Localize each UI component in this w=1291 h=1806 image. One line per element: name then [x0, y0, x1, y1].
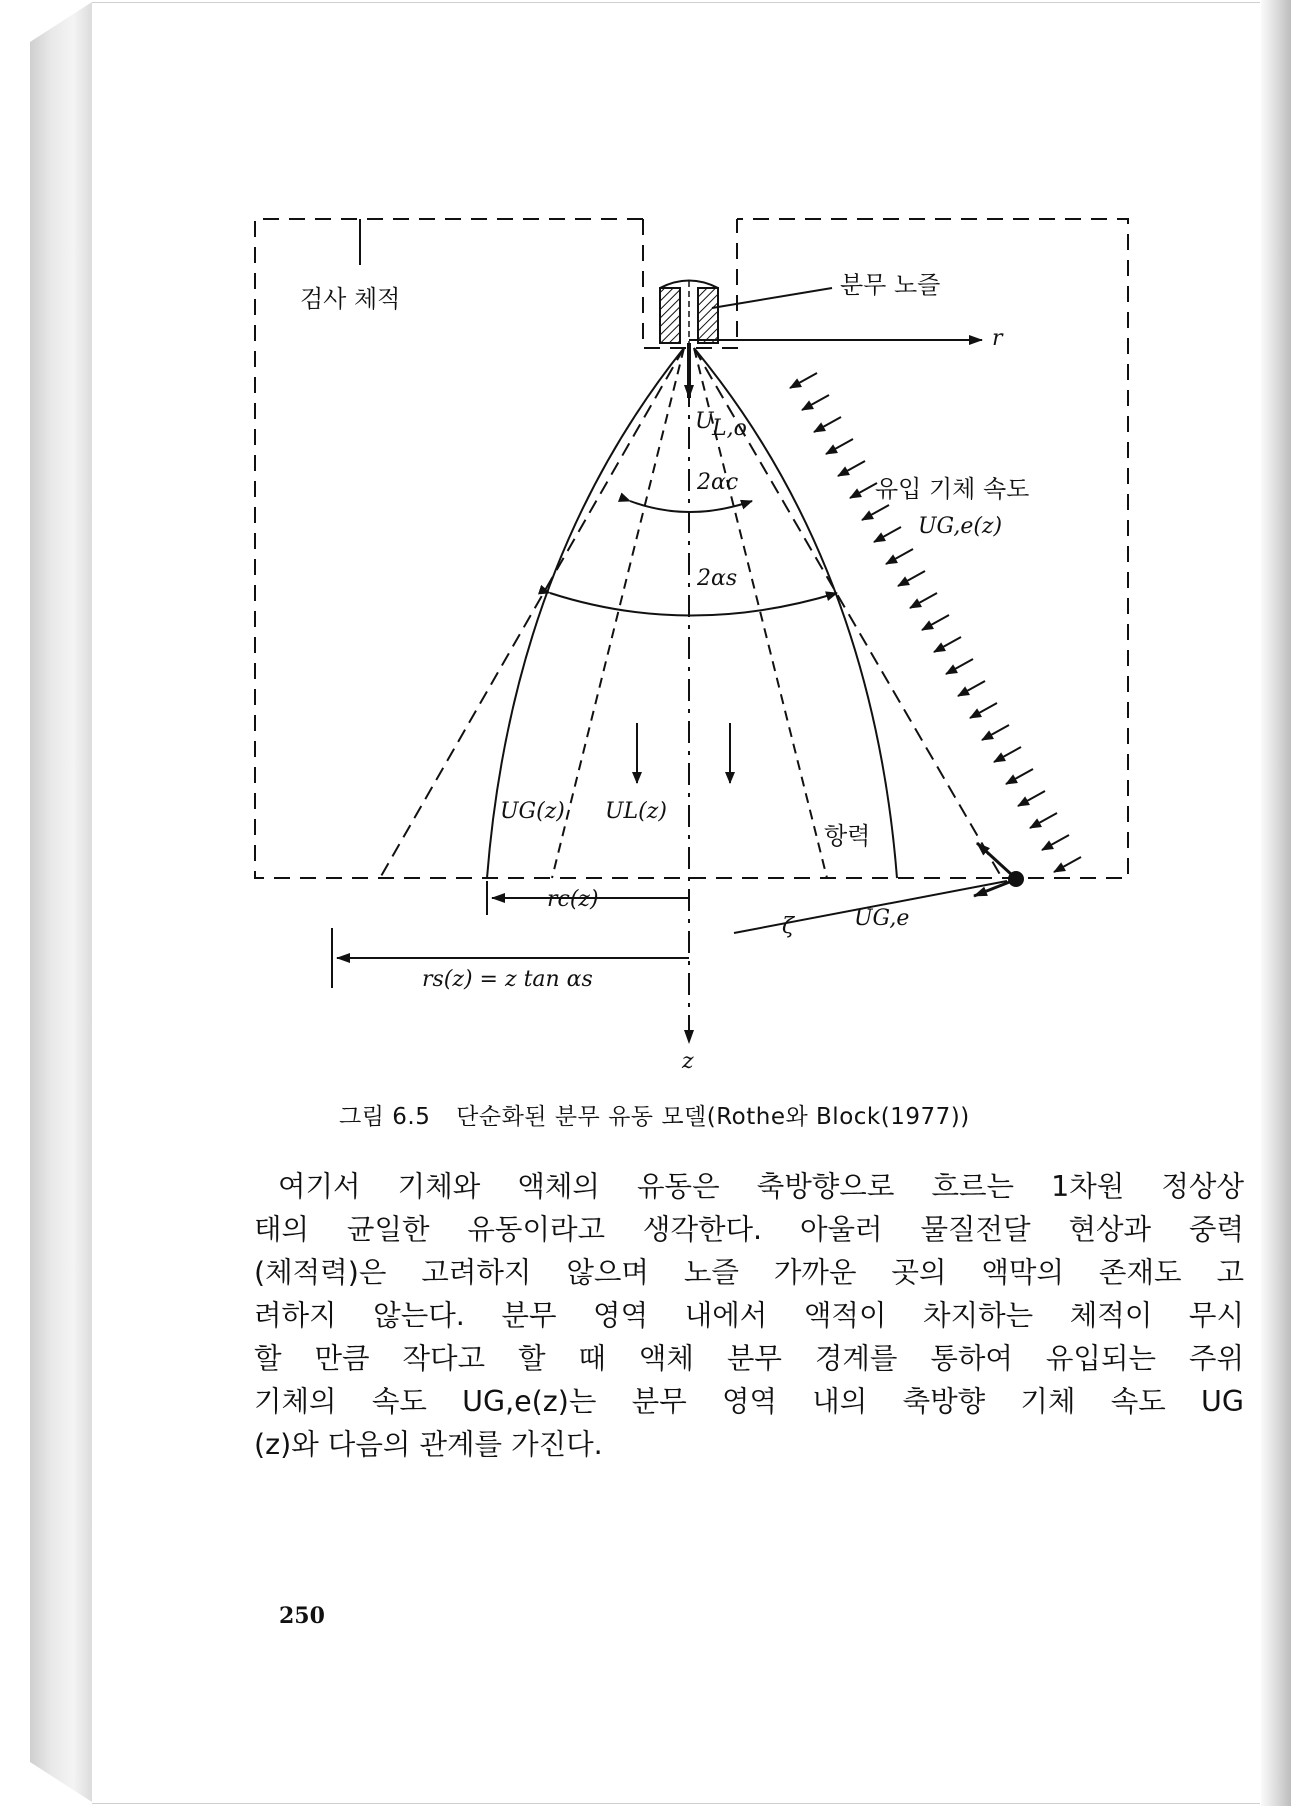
book-page — [92, 2, 1260, 1804]
body-line: (체적력)은 고려하지 않으며 노즐 가까운 곳의 액막의 존재도 고 — [254, 1256, 1244, 1289]
book-page-edges — [1261, 0, 1291, 1806]
body-line: 태의 균일한 유동이라고 생각한다. 아울러 물질전달 현상과 중력 — [254, 1213, 1244, 1246]
u-lo-subscript: L,o — [712, 416, 747, 441]
z-axis-label: z — [682, 1049, 694, 1074]
drag-force-label: 항력 — [824, 822, 871, 850]
test-volume-box — [255, 219, 1128, 878]
u-ge-z-label: UG,e(z) — [918, 514, 1003, 539]
drag-force-arrow — [977, 843, 1012, 875]
body-line: 기체의 속도 UG,e(z)는 분무 영역 내의 축방향 기체 속도 UG — [254, 1385, 1244, 1418]
u-l-z-label: UL(z) — [605, 799, 667, 824]
book-spine — [30, 2, 92, 1802]
spray-nozzle-label: 분무 노즐 — [840, 271, 941, 299]
figure-number: 그림 6.5 — [339, 1104, 431, 1130]
body-line: (z)와 다음의 관계를 가진다. — [254, 1428, 603, 1461]
rc-z-label: rc(z) — [547, 887, 599, 912]
figure-caption — [339, 1098, 1159, 1131]
zeta-label: ζ — [782, 914, 794, 939]
page-number: 250 — [279, 1603, 325, 1629]
body-line: 려하지 않는다. 분무 영역 내에서 액적이 차지하는 체적이 무시 — [254, 1299, 1244, 1332]
test-volume-label: 검사 체적 — [300, 285, 401, 313]
alpha-s-label: 2αs — [697, 566, 738, 591]
u-g-z-label: UG(z) — [500, 799, 565, 824]
entrained-gas-velocity-label: 유입 기체 속도 — [875, 475, 1030, 503]
alpha-c-label: 2αc — [697, 470, 739, 495]
entrainment-arrows — [790, 373, 1081, 872]
nozzle-icon — [660, 281, 718, 344]
rs-z-label: rs(z) = z tan αs — [422, 967, 593, 992]
r-axis-label: r — [992, 326, 1003, 351]
spray-model-figure — [92, 3, 1260, 1083]
alpha-s-arc — [550, 593, 837, 616]
u-lo-label: U — [695, 409, 714, 434]
body-line: 할 만큼 작다고 할 때 액체 분무 경계를 통하여 유입되는 주위 — [254, 1342, 1244, 1375]
body-paragraph — [254, 1165, 1244, 1466]
figure-caption-text: 단순화된 분무 유동 모델(Rothe와 Block(1977)) — [456, 1104, 970, 1130]
body-line: 여기서 기체와 액체의 유동은 축방향으로 흐르는 1차원 정상상 — [278, 1170, 1244, 1203]
spray-boundaries — [380, 348, 1002, 878]
u-ge-label: UG,e — [854, 906, 910, 931]
nozzle-pointer — [712, 288, 832, 308]
